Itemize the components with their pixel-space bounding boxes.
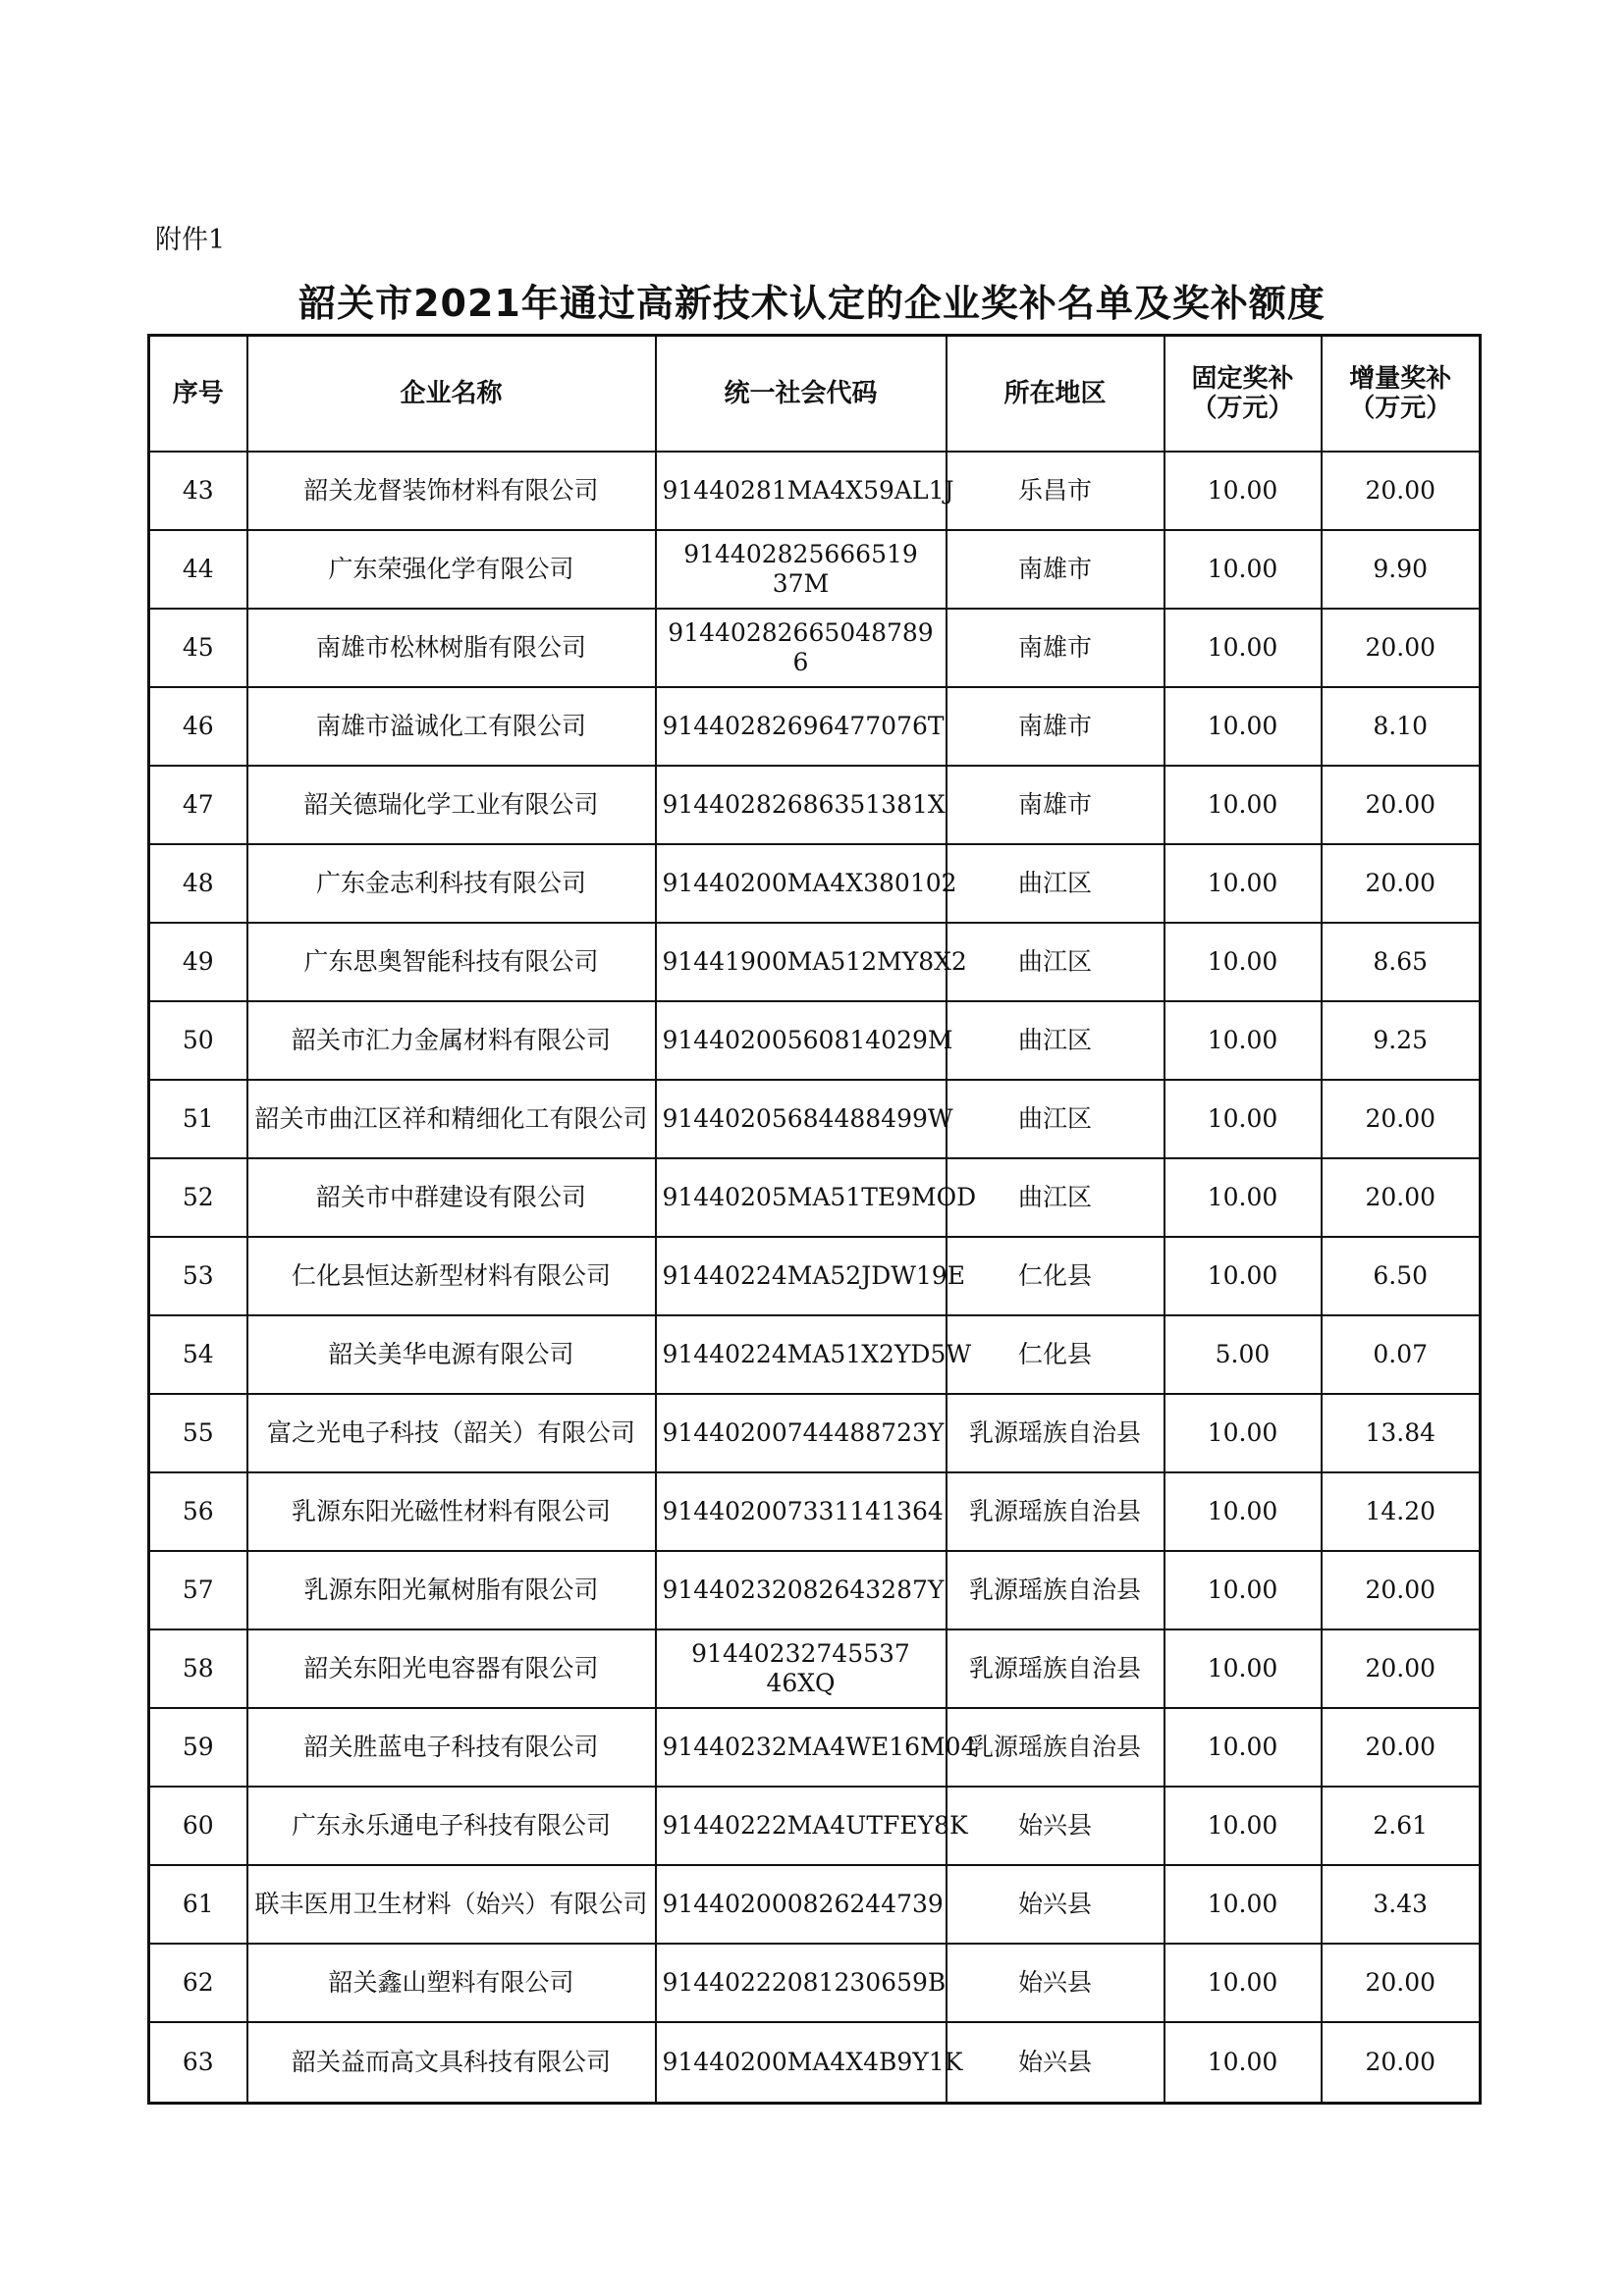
cell-credit-code: 91440222081230659B [656, 1944, 947, 2022]
table-row [149, 1315, 1481, 1394]
cell-credit-code: 91440205684488499W [656, 1080, 947, 1158]
cell-index: 60 [149, 1787, 247, 1865]
cell-region: 南雄市 [947, 609, 1164, 687]
table-row [149, 766, 1481, 844]
cell-index: 47 [149, 766, 247, 844]
table-row [149, 530, 1481, 609]
attachment-label: 附件1 [155, 225, 226, 255]
cell-credit-code: 91440205MA51TE9MOD [656, 1158, 947, 1237]
cell-credit-code: 914402000826244739 [656, 1865, 947, 1944]
cell-fixed-award: 10.00 [1164, 1787, 1322, 1865]
cell-region: 乳源瑶族自治县 [947, 1708, 1164, 1787]
cell-index: 50 [149, 1001, 247, 1080]
cell-increment-award: 8.65 [1322, 923, 1481, 1001]
cell-company-name: 乳源东阳光氟树脂有限公司 [247, 1551, 656, 1629]
cell-credit-code: 91440200560814029M [656, 1001, 947, 1080]
cell-increment-award: 20.00 [1322, 1080, 1481, 1158]
cell-company-name: 广东荣强化学有限公司 [247, 530, 656, 609]
table-row [149, 452, 1481, 530]
cell-increment-award: 20.00 [1322, 452, 1481, 530]
cell-increment-award: 20.00 [1322, 1944, 1481, 2022]
cell-increment-award: 20.00 [1322, 844, 1481, 923]
table-row [149, 1394, 1481, 1472]
table-row [149, 923, 1481, 1001]
header-index: 序号 [149, 336, 247, 453]
cell-region: 曲江区 [947, 923, 1164, 1001]
header-region: 所在地区 [947, 336, 1164, 453]
cell-company-name: 广东金志利科技有限公司 [247, 844, 656, 923]
cell-index: 52 [149, 1158, 247, 1237]
table-row [149, 609, 1481, 687]
table-row [149, 1629, 1481, 1708]
cell-company-name: 广东思奥智能科技有限公司 [247, 923, 656, 1001]
cell-region: 始兴县 [947, 1944, 1164, 2022]
cell-company-name: 南雄市松林树脂有限公司 [247, 609, 656, 687]
cell-increment-award: 20.00 [1322, 609, 1481, 687]
cell-region: 曲江区 [947, 1158, 1164, 1237]
header-credit-code: 统一社会代码 [656, 336, 947, 453]
cell-region: 始兴县 [947, 2022, 1164, 2104]
cell-increment-award: 20.00 [1322, 2022, 1481, 2104]
cell-region: 南雄市 [947, 687, 1164, 766]
cell-credit-code: 91440282665048789 6 [656, 609, 947, 687]
header-fixed-award-line2: （万元） [1191, 394, 1294, 423]
cell-company-name: 富之光电子科技（韶关）有限公司 [247, 1394, 656, 1472]
cell-index: 62 [149, 1944, 247, 2022]
cell-region: 乳源瑶族自治县 [947, 1472, 1164, 1551]
cell-index: 54 [149, 1315, 247, 1394]
cell-increment-award: 20.00 [1322, 1551, 1481, 1629]
cell-credit-code: 91440232MA4WE16M04 [656, 1708, 947, 1787]
cell-company-name: 韶关美华电源有限公司 [247, 1315, 656, 1394]
cell-company-name: 韶关市汇力金属材料有限公司 [247, 1001, 656, 1080]
header-company-name: 企业名称 [247, 336, 656, 453]
cell-company-name: 韶关德瑞化学工业有限公司 [247, 766, 656, 844]
cell-region: 南雄市 [947, 530, 1164, 609]
cell-company-name: 仁化县恒达新型材料有限公司 [247, 1237, 656, 1315]
cell-company-name: 韶关市曲江区祥和精细化工有限公司 [247, 1080, 656, 1158]
cell-increment-award: 20.00 [1322, 1158, 1481, 1237]
cell-fixed-award: 10.00 [1164, 1080, 1322, 1158]
cell-region: 仁化县 [947, 1315, 1164, 1394]
header-fixed-award [1164, 336, 1322, 453]
cell-company-name: 乳源东阳光磁性材料有限公司 [247, 1472, 656, 1551]
table-row [149, 844, 1481, 923]
cell-company-name: 韶关东阳光电容器有限公司 [247, 1629, 656, 1708]
cell-fixed-award: 10.00 [1164, 452, 1322, 530]
cell-company-name: 广东永乐通电子科技有限公司 [247, 1787, 656, 1865]
cell-index: 55 [149, 1394, 247, 1472]
cell-increment-award: 14.20 [1322, 1472, 1481, 1551]
cell-credit-code: 91440282686351381X [656, 766, 947, 844]
cell-increment-award: 9.90 [1322, 530, 1481, 609]
cell-fixed-award: 10.00 [1164, 530, 1322, 609]
cell-index: 59 [149, 1708, 247, 1787]
cell-index: 49 [149, 923, 247, 1001]
cell-credit-code: 91440232082643287Y [656, 1551, 947, 1629]
cell-fixed-award: 10.00 [1164, 2022, 1322, 2104]
award-table [147, 334, 1482, 2105]
cell-increment-award: 13.84 [1322, 1394, 1481, 1472]
cell-credit-code: 91440282696477076T [656, 687, 947, 766]
table-header-row [149, 336, 1481, 453]
cell-index: 57 [149, 1551, 247, 1629]
cell-company-name: 韶关市中群建设有限公司 [247, 1158, 656, 1237]
cell-company-name: 韶关益而高文具科技有限公司 [247, 2022, 656, 2104]
cell-increment-award: 2.61 [1322, 1787, 1481, 1865]
cell-fixed-award: 10.00 [1164, 1708, 1322, 1787]
cell-region: 曲江区 [947, 1080, 1164, 1158]
cell-increment-award: 20.00 [1322, 766, 1481, 844]
cell-fixed-award: 10.00 [1164, 844, 1322, 923]
cell-fixed-award: 10.00 [1164, 766, 1322, 844]
cell-company-name: 联丰医用卫生材料（始兴）有限公司 [247, 1865, 656, 1944]
cell-increment-award: 20.00 [1322, 1629, 1481, 1708]
cell-increment-award: 8.10 [1322, 687, 1481, 766]
header-increment-award [1322, 336, 1481, 453]
table-row [149, 1708, 1481, 1787]
cell-fixed-award: 10.00 [1164, 1944, 1322, 2022]
cell-fixed-award: 10.00 [1164, 1551, 1322, 1629]
cell-credit-code: 91440222MA4UTFEY8K [656, 1787, 947, 1865]
cell-region: 南雄市 [947, 766, 1164, 844]
cell-fixed-award: 10.00 [1164, 1865, 1322, 1944]
cell-index: 58 [149, 1629, 247, 1708]
cell-credit-code: 91441900MA512MY8X2 [656, 923, 947, 1001]
cell-increment-award: 3.43 [1322, 1865, 1481, 1944]
cell-fixed-award: 10.00 [1164, 1001, 1322, 1080]
table-row [149, 1787, 1481, 1865]
table-row [149, 1237, 1481, 1315]
cell-credit-code: 91440224MA51X2YD5W [656, 1315, 947, 1394]
cell-index: 63 [149, 2022, 247, 2104]
table-row [149, 1158, 1481, 1237]
table-row [149, 1001, 1481, 1080]
cell-fixed-award: 10.00 [1164, 1394, 1322, 1472]
header-fixed-award-line1: 固定奖补 [1191, 364, 1294, 394]
cell-region: 乳源瑶族自治县 [947, 1551, 1164, 1629]
cell-increment-award: 20.00 [1322, 1708, 1481, 1787]
cell-index: 53 [149, 1237, 247, 1315]
cell-company-name: 韶关鑫山塑料有限公司 [247, 1944, 656, 2022]
table-row [149, 1080, 1481, 1158]
cell-increment-award: 0.07 [1322, 1315, 1481, 1394]
cell-index: 43 [149, 452, 247, 530]
cell-region: 始兴县 [947, 1787, 1164, 1865]
cell-fixed-award: 10.00 [1164, 609, 1322, 687]
cell-region: 仁化县 [947, 1237, 1164, 1315]
cell-credit-code: 91440224MA52JDW19E [656, 1237, 947, 1315]
cell-credit-code: 914402825666519 37M [656, 530, 947, 609]
cell-region: 始兴县 [947, 1865, 1164, 1944]
header-increment-award-line2: （万元） [1349, 394, 1452, 423]
cell-increment-award: 9.25 [1322, 1001, 1481, 1080]
cell-region: 曲江区 [947, 1001, 1164, 1080]
table-row [149, 1865, 1481, 1944]
table-row [149, 1944, 1481, 2022]
cell-region: 乳源瑶族自治县 [947, 1629, 1164, 1708]
cell-region: 曲江区 [947, 844, 1164, 923]
table-row [149, 1551, 1481, 1629]
table-row [149, 687, 1481, 766]
cell-index: 44 [149, 530, 247, 609]
cell-fixed-award: 10.00 [1164, 687, 1322, 766]
cell-region: 乐昌市 [947, 452, 1164, 530]
cell-company-name: 南雄市溢诚化工有限公司 [247, 687, 656, 766]
cell-company-name: 韶关胜蓝电子科技有限公司 [247, 1708, 656, 1787]
cell-index: 48 [149, 844, 247, 923]
header-increment-award-line1: 增量奖补 [1349, 364, 1452, 394]
cell-company-name: 韶关龙督装饰材料有限公司 [247, 452, 656, 530]
document-title: 韶关市2021年通过高新技术认定的企业奖补名单及奖补额度 [298, 282, 1326, 325]
cell-credit-code: 914402007331141364 [656, 1472, 947, 1551]
cell-index: 56 [149, 1472, 247, 1551]
cell-increment-award: 6.50 [1322, 1237, 1481, 1315]
cell-region: 乳源瑶族自治县 [947, 1394, 1164, 1472]
cell-fixed-award: 10.00 [1164, 1158, 1322, 1237]
cell-index: 46 [149, 687, 247, 766]
cell-index: 61 [149, 1865, 247, 1944]
cell-credit-code: 91440200MA4X380102 [656, 844, 947, 923]
cell-credit-code: 91440200MA4X4B9Y1K [656, 2022, 947, 2104]
cell-credit-code: 91440281MA4X59AL1J [656, 452, 947, 530]
table-row [149, 1472, 1481, 1551]
cell-fixed-award: 10.00 [1164, 1472, 1322, 1551]
cell-credit-code: 91440200744488723Y [656, 1394, 947, 1472]
cell-index: 51 [149, 1080, 247, 1158]
cell-fixed-award: 10.00 [1164, 923, 1322, 1001]
cell-credit-code: 91440232745537 46XQ [656, 1629, 947, 1708]
cell-fixed-award: 10.00 [1164, 1237, 1322, 1315]
cell-index: 45 [149, 609, 247, 687]
cell-fixed-award: 10.00 [1164, 1629, 1322, 1708]
cell-fixed-award: 5.00 [1164, 1315, 1322, 1394]
table-row [149, 2022, 1481, 2104]
